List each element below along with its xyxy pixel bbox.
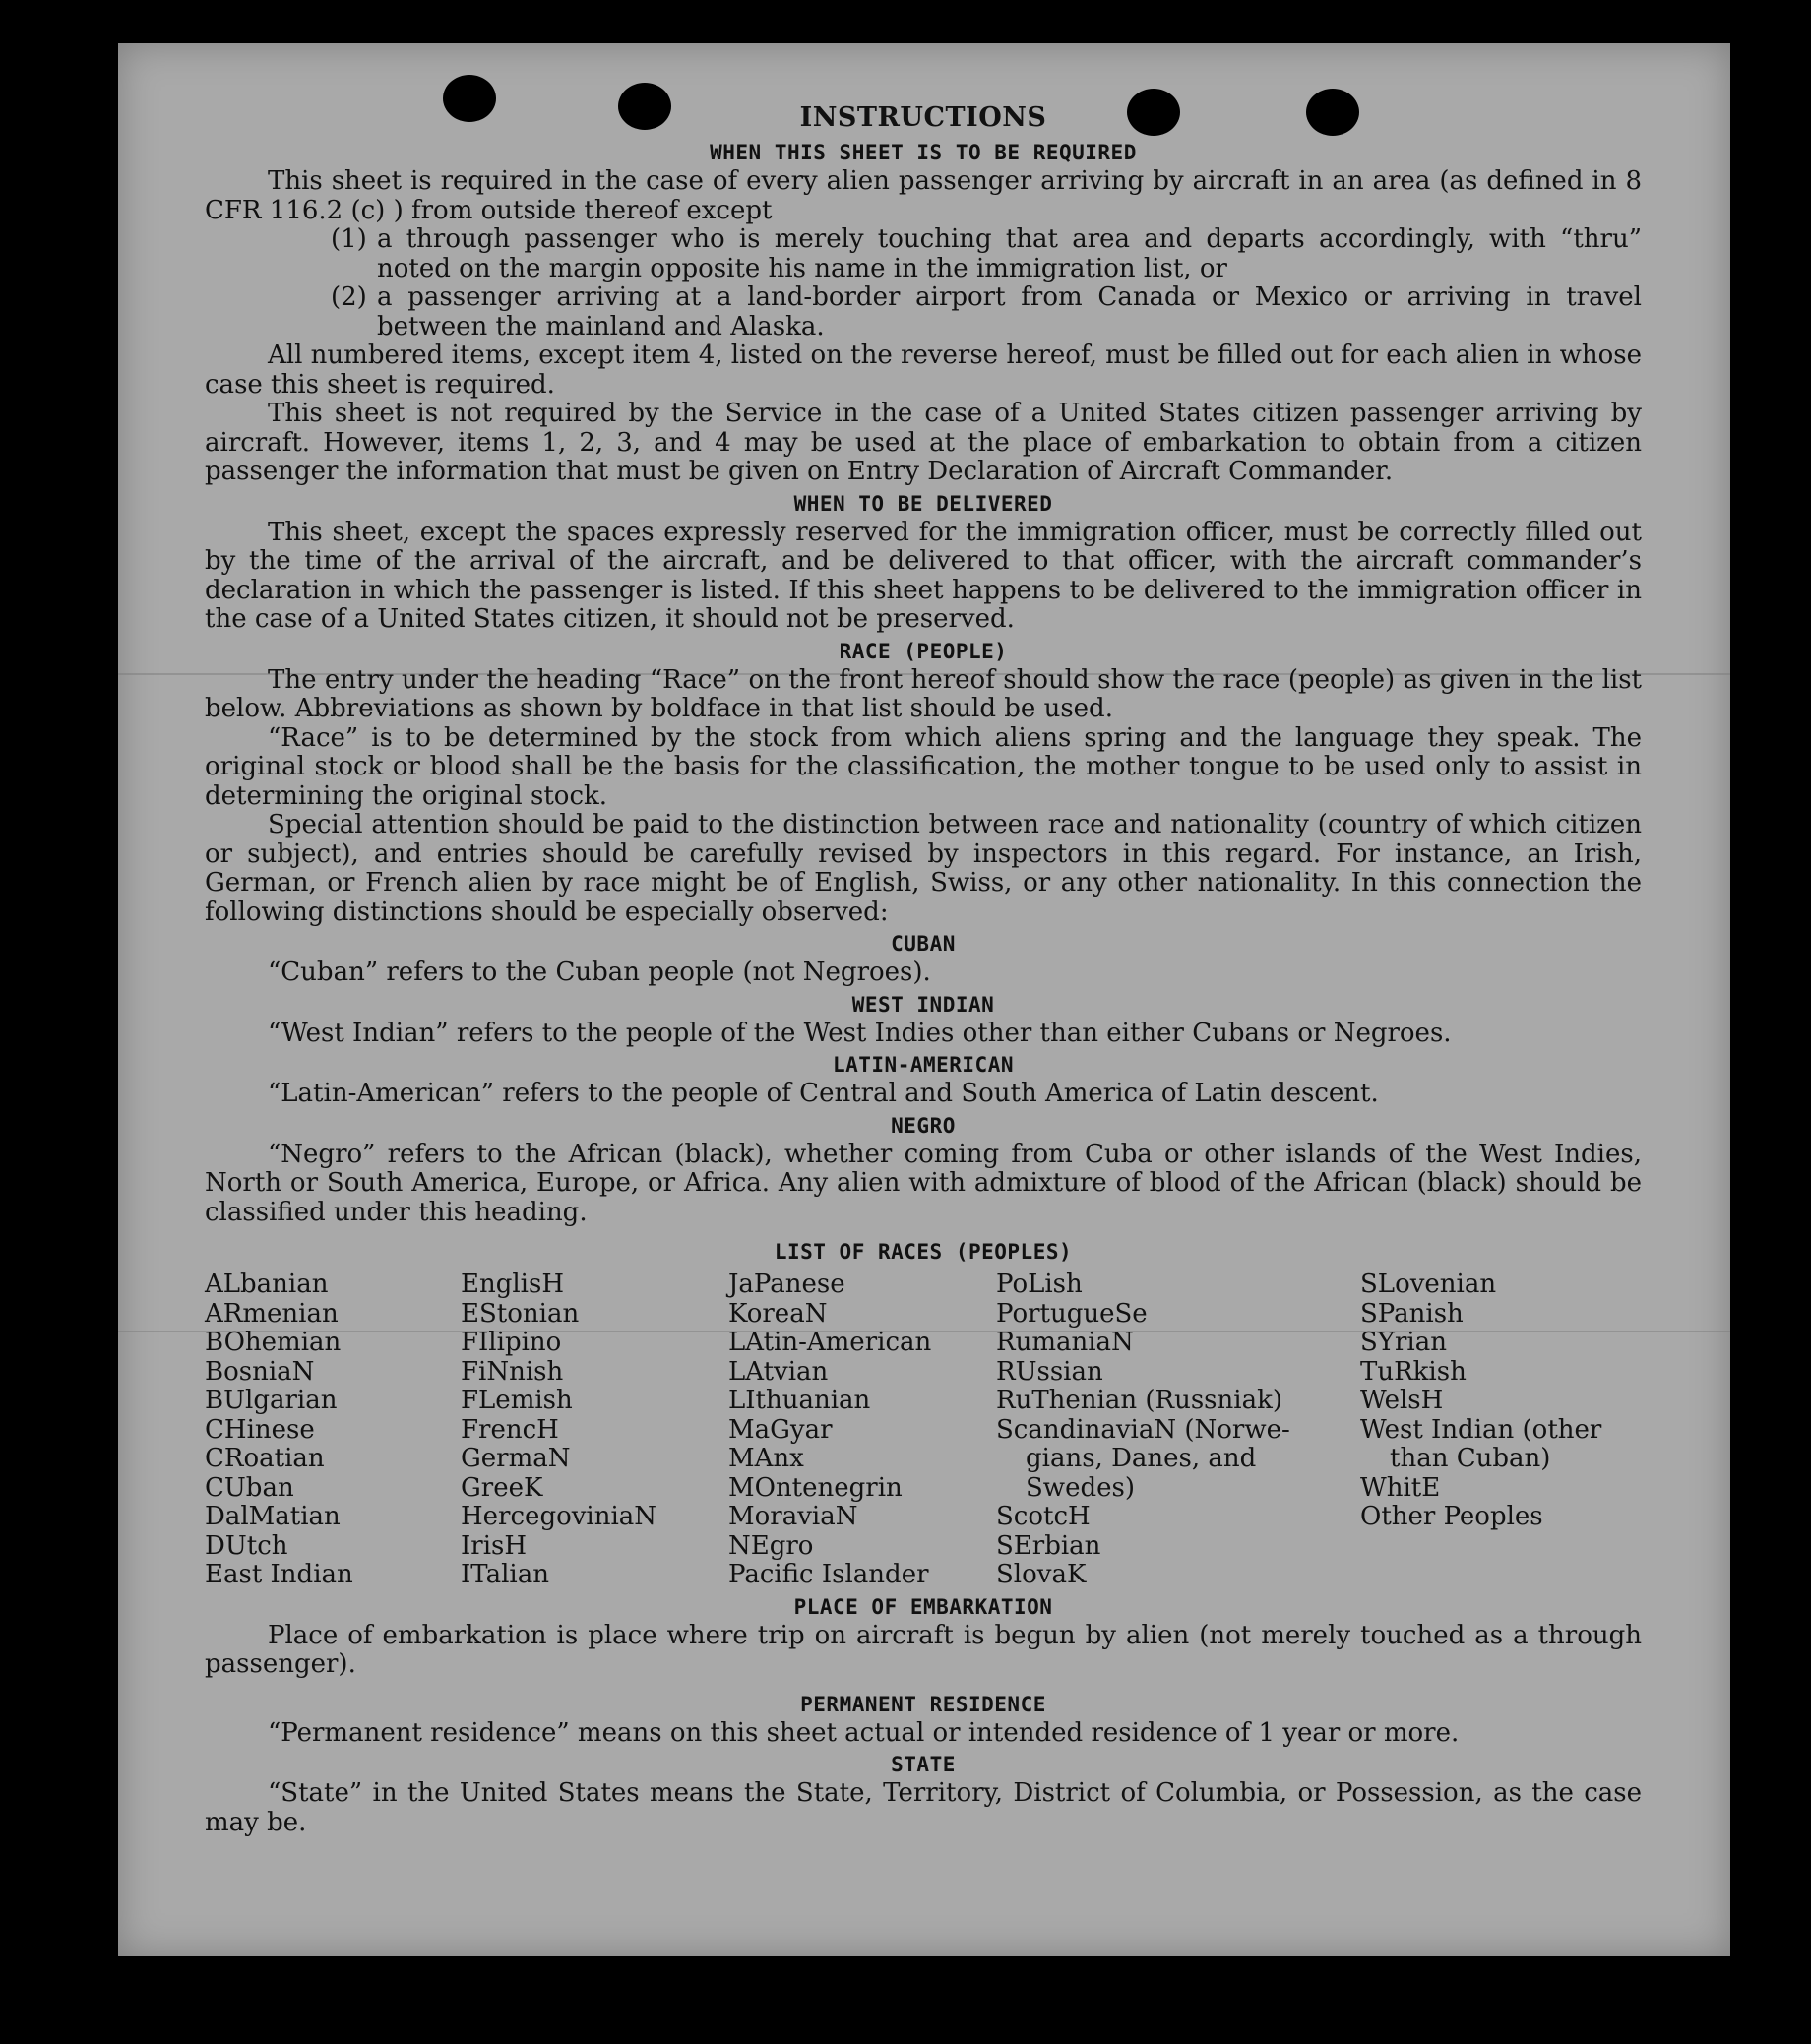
race-entry: ScotcH (996, 1502, 1091, 1531)
race-entry: FrencH (461, 1414, 559, 1445)
race-entry: BosniaN (205, 1356, 315, 1387)
race-entry: TuRkish (1360, 1356, 1467, 1387)
races-column-3 (728, 1270, 996, 1590)
heading-delivered: WHEN TO BE DELIVERED (793, 491, 1053, 516)
paragraph: “State” in the United States means the State, Territory, District of Columbia, or Possession, as the case may be. (205, 1778, 1642, 1837)
paragraph: This sheet, except the spaces expressly reserved for the immigration officer, must be correctly filled out by the time of the arrival of the aircraft, and be delivered to that officer, with the aircraft commander’s declaration in which the passenger is listed. If this sheet happens to be delivered to the immigration officer in the case of a United States citizen, it should not be preserved. (205, 517, 1642, 634)
race-entry: than Cuban) (1390, 1444, 1551, 1473)
race-entry: SYrian (1360, 1328, 1447, 1357)
heading-state: STATE (891, 1753, 956, 1776)
heading-latin-american: LATIN-AMERICAN (832, 1053, 1014, 1077)
race-entry: CHinese (205, 1414, 315, 1445)
race-entry: ITalian (461, 1560, 549, 1589)
race-entry: SlovaK (996, 1560, 1087, 1589)
races-column-4 (996, 1270, 1360, 1590)
item-number: (1) (331, 224, 367, 254)
paragraph: The entry under the heading “Race” on the front hereof should show the race (people) as given in the list below. Abbreviations as shown by boldface in that list should be used. (205, 664, 1642, 723)
race-entry: MAnx (728, 1444, 804, 1473)
races-column-1 (205, 1270, 461, 1590)
race-entry: SLovenian (1360, 1270, 1497, 1299)
heading-embarkation: PLACE OF EMBARKATION (793, 1594, 1053, 1619)
paragraph: Special attention should be paid to the distinction between race and nationality (country of which citizen or subject), and entries should be carefully revised by inspectors in this regard. For instance, an Irish, German, or French alien by race might be of English, Swiss, or any other nationality. In this connection the following distinctions should be especially observed: (205, 810, 1642, 927)
race-entry: KoreaN (728, 1298, 828, 1329)
race-entry: LAtin-American (728, 1328, 932, 1357)
paragraph: This sheet is required in the case of every alien passenger arriving by aircraft in an area (as defined in 8 CFR 116.2 (c) ) from outside thereof except (205, 166, 1642, 225)
heading-west-indian: WEST INDIAN (851, 992, 995, 1017)
race-entry: EStonian (461, 1298, 580, 1329)
race-entry: Other Peoples (1360, 1502, 1543, 1531)
race-entry: West Indian (other (1360, 1414, 1602, 1445)
race-entry: SPanish (1360, 1298, 1464, 1329)
race-entry: RumaniaN (996, 1328, 1134, 1357)
race-entry: JaPanese (728, 1270, 845, 1299)
race-entry: RuThenian (Russniak) (996, 1386, 1282, 1415)
race-entry: Swedes) (1026, 1472, 1135, 1503)
race-entry: EnglisH (461, 1270, 565, 1299)
race-entry: FiNnish (461, 1356, 564, 1387)
item-text: a passenger arriving at a land-border airport from Canada or Mexico or arriving in travel between the mainland and Alaska. (377, 282, 1642, 341)
list-item (205, 225, 1642, 283)
page-title: INSTRUCTIONS (799, 102, 1047, 133)
race-entry: DalMatian (205, 1502, 341, 1531)
paragraph: “Permanent residence” means on this sheet actual or intended residence of 1 year or more. (268, 1717, 1460, 1748)
race-entry: FIlipino (461, 1328, 562, 1357)
paragraph: This sheet is not required by the Service in the case of a United States citizen passenger arriving by aircraft. However, items 1, 2, 3, and 4 may be used at the place of embarkation to obtain from a citizen passenger the information that must be given on Entry Declaration of Aircraft Commander. (205, 399, 1642, 486)
race-entry: BUlgarian (205, 1386, 338, 1415)
race-entry: FLemish (461, 1386, 573, 1415)
race-entry: ALbanian (205, 1270, 329, 1299)
heading-cuban: CUBAN (891, 932, 956, 956)
race-entry: GermaN (461, 1444, 571, 1473)
race-entry: HercegoviniaN (461, 1502, 657, 1531)
heading-required: WHEN THIS SHEET IS TO BE REQUIRED (710, 141, 1137, 164)
race-entry: CUban (205, 1472, 294, 1503)
race-entry: gians, Danes, and (1026, 1444, 1257, 1473)
race-entry: LIthuanian (728, 1386, 871, 1415)
race-entry: NEgro (728, 1530, 814, 1561)
race-entry: WhitE (1360, 1472, 1441, 1503)
race-entry: LAtvian (728, 1356, 829, 1387)
paragraph: “Cuban” refers to the Cuban people (not Negroes). (268, 958, 931, 987)
race-entry: DUtch (205, 1530, 288, 1561)
races-list (205, 1270, 1642, 1590)
races-column-5 (1360, 1270, 1642, 1590)
heading-race: RACE (PEOPLE) (839, 639, 1008, 663)
item-text: a through passenger who is merely touching that area and departs accordingly, with “thru” noted on the margin opposite his name in the immigration list, or (377, 224, 1642, 283)
race-entry: PoLish (996, 1270, 1083, 1299)
race-entry: BOhemian (205, 1328, 342, 1357)
race-entry: PortugueSe (996, 1298, 1148, 1329)
race-entry: MoraviaN (728, 1502, 858, 1531)
paragraph: “Latin-American” refers to the people of Central and South America of Latin descent. (268, 1079, 1379, 1108)
race-entry: RUssian (996, 1356, 1103, 1387)
race-entry: WelsH (1360, 1386, 1444, 1415)
heading-negro: NEGRO (891, 1113, 956, 1138)
paragraph: All numbered items, except item 4, listed on the reverse hereof, must be filled out for each alien in whose case this sheet is required. (205, 341, 1642, 400)
race-entry: GreeK (461, 1472, 543, 1503)
heading-permanent-residence: PERMANENT RESIDENCE (800, 1692, 1046, 1716)
paragraph: Place of embarkation is place where trip on aircraft is begun by alien (not merely touched as a through passenger). (205, 1620, 1642, 1679)
race-entry: CRoatian (205, 1444, 325, 1473)
heading-list-of-races: LIST OF RACES (PEOPLES) (774, 1240, 1073, 1264)
race-entry: Pacific Islander (728, 1560, 929, 1589)
paragraph: “West Indian” refers to the people of the West Indies other than either Cubans or Negroes. (268, 1018, 1452, 1048)
paragraph: “Race” is to be determined by the stock from which aliens spring and the language they speak. The original stock or blood shall be the basis for the classification, the mother tongue to be used only to assist in determining the original stock. (205, 722, 1642, 811)
item-number: (2) (331, 282, 367, 312)
races-column-2 (461, 1270, 728, 1590)
paragraph: “Negro” refers to the African (black), whether coming from Cuba or other islands of the West Indies, North or South America, Europe, or Africa. Any alien with admixture of blood of the African (black) should be classified under this heading. (205, 1139, 1642, 1227)
race-entry: IrisH (461, 1530, 528, 1561)
race-entry: East Indian (205, 1560, 353, 1589)
instructions-text (205, 100, 1642, 1837)
race-entry: ARmenian (205, 1298, 339, 1329)
list-item (205, 283, 1642, 341)
race-entry: MOntenegrin (728, 1472, 903, 1503)
race-entry: ScandinaviaN (Norwe- (996, 1414, 1290, 1445)
race-entry: MaGyar (728, 1414, 833, 1445)
document-sheet (118, 43, 1730, 1956)
race-entry: SErbian (996, 1530, 1101, 1561)
